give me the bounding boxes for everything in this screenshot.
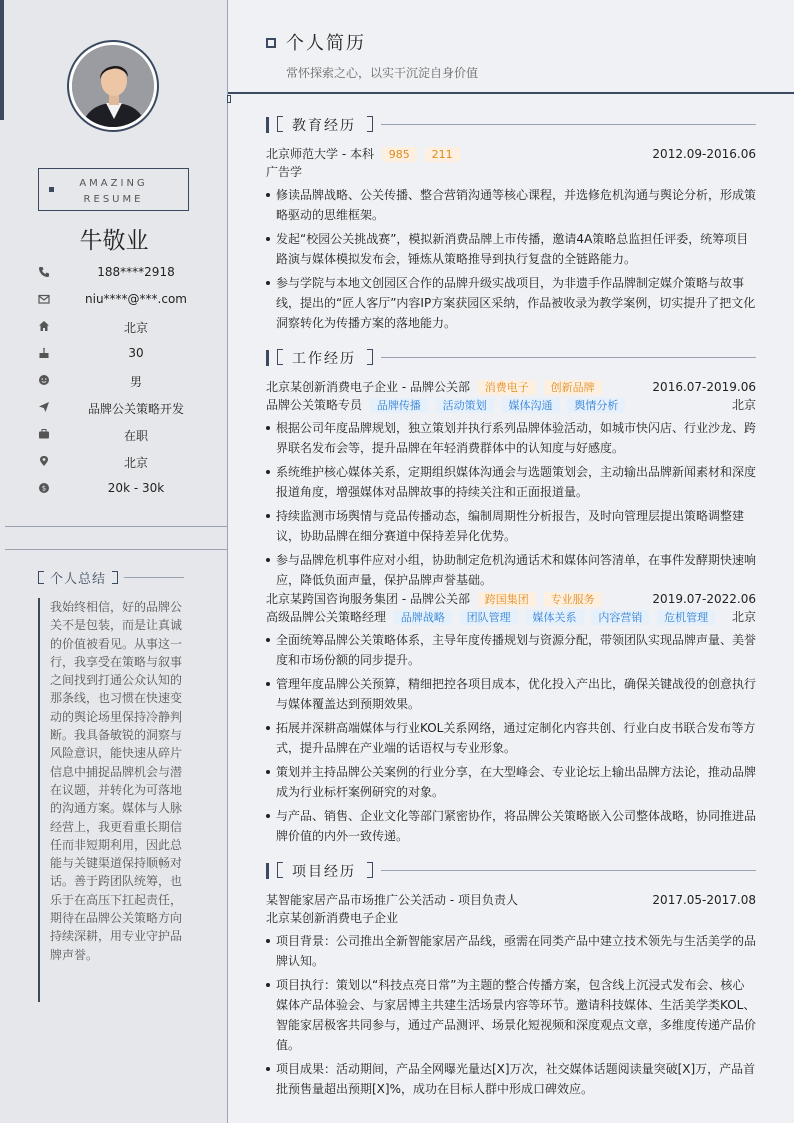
sidebar-accent-bar — [0, 0, 4, 120]
list-item: 修读品牌战略、公关传播、整合营销沟通等核心课程，并选修危机沟通与舆论分析，形成策略驱动的思维框架。 — [266, 185, 756, 225]
section-title: 工作经历 — [292, 351, 356, 367]
bracket-right-icon — [367, 862, 373, 878]
education-bullets — [266, 185, 756, 333]
work-block-1 — [266, 378, 756, 590]
project-company: 北京某创新消费电子企业 — [266, 911, 399, 925]
tag-line-2: RESUME — [83, 194, 144, 205]
sidebar-divider — [5, 526, 227, 527]
section-title: 教育经历 — [292, 118, 356, 134]
tag-chip: 舆情分析 — [567, 398, 625, 413]
target-position-text: 品牌公关策略开发 — [87, 402, 184, 416]
list-item: 拓展并深耕高端媒体与行业KOL关系网络，通过定制化内容共创、行业白皮书联合发布等方式，提升品牌在产业端的话语权与专业形象。 — [266, 718, 756, 758]
title-square-icon — [266, 38, 276, 48]
section-bar — [266, 117, 269, 133]
bracket-right-icon — [112, 571, 118, 584]
job-header-row — [266, 378, 756, 396]
phone-text: 188****2918 — [97, 265, 175, 279]
info-row-status — [0, 424, 228, 451]
bracket-right-icon — [367, 349, 373, 365]
job-date: 2016.07-2019.06 — [652, 380, 756, 394]
project-block — [266, 891, 756, 1099]
education-date: 2012.09-2016.06 — [652, 147, 756, 161]
job-role-row — [266, 396, 756, 414]
email-text: niu****@***.com — [85, 292, 187, 306]
summary-heading — [38, 568, 188, 586]
list-item: 参与品牌危机事件应对小组，协助制定危机沟通话术和媒体问答清单，在事件发酵期快速响应，降低负面声量，保护品牌声誉基础。 — [266, 550, 756, 590]
company-name: 北京某创新消费电子企业 - 品牌公关部 — [266, 380, 470, 394]
tag-chip: 专业服务 — [544, 592, 602, 607]
list-item: 根据公司年度品牌规划，独立策划并执行系列品牌体验活动，如城市快闪店、行业沙龙、跨界联名发布会等，提升品牌在年轻消费群体中的认知度与好感度。 — [266, 418, 756, 458]
list-item: 项目背景：公司推出全新智能家居产品线，亟需在同类产品中建立技术领先与生活美学的品牌认知。 — [266, 931, 756, 971]
tag-chip: 媒体沟通 — [502, 398, 560, 413]
tag-chip: 创新品牌 — [544, 380, 602, 395]
list-item: 项目执行：策划以“科技点亮日常”为主题的整合传播方案，包含线上沉浸式发布会、核心媒体产品体验会、与家居博主共建生活场景内容等环节。邀请科技媒体、生活美学类KOL、智能家居极客共同参与，通过产品测评、场景化短视频和深度观点文章，多维度传递产品价值。 — [266, 975, 756, 1055]
tag-chip: 985 — [382, 147, 417, 162]
education-header-row — [266, 145, 756, 163]
project-name: 某智能家居产品市场推广公关活动 - 项目负责人 — [266, 893, 518, 907]
job-bullets — [266, 630, 756, 846]
sidebar-divider — [5, 549, 227, 550]
amazing-resume-tag — [38, 168, 189, 211]
person-photo-icon — [72, 45, 154, 127]
section-title: 项目经历 — [292, 864, 356, 880]
tag-chip: 品牌传播 — [370, 398, 428, 413]
list-item: 持续监测市场舆情与竞品传播动态，编制周期性分析报告，及时向管理层提出策略调整建议，协助品牌在细分赛道中保持差异化优势。 — [266, 506, 756, 546]
tag-chip: 团队管理 — [460, 610, 518, 625]
main-content — [228, 0, 794, 1123]
section-line — [381, 357, 756, 358]
work-block-2 — [266, 590, 756, 846]
project-header-row — [266, 891, 756, 909]
age-text: 30 — [128, 346, 144, 360]
contact-info-list — [0, 262, 228, 505]
info-row-location — [0, 451, 228, 478]
page-subtitle: 常怀探索之心，以实干沉淀自身价值 — [286, 66, 479, 80]
info-row-gender — [0, 370, 228, 397]
gender-text: 男 — [129, 375, 142, 389]
list-item: 与产品、销售、企业文化等部门紧密协作，将品牌公关策略嵌入公司整体战略，协同推进品牌价值的内外一致传递。 — [266, 806, 756, 846]
tag-chip: 211 — [425, 147, 460, 162]
list-item: 策划并主持品牌公关案例的行业分享，在大型峰会、专业论坛上输出品牌方法论，推动品牌成为行业标杆案例研究的对象。 — [266, 762, 756, 802]
job-role-row — [266, 608, 756, 626]
job-city: 北京 — [731, 610, 756, 624]
list-item: 参与学院与本地文创园区合作的品牌升级实战项目，为非遗手作品牌制定媒介策略与故事线，提出的“匠人客厅”内容IP方案获园区采纳，作品被收录为教学案例，切实提升了把文化洞察转化为传播方案的落地能力。 — [266, 273, 756, 333]
salary-text: 20k - 30k — [107, 481, 165, 495]
header-marker — [227, 95, 231, 103]
bracket-left-icon — [277, 116, 283, 132]
bracket-right-icon — [367, 116, 373, 132]
info-row-phone — [0, 262, 228, 289]
section-bar — [266, 350, 269, 366]
project-date: 2017.05-2017.08 — [652, 893, 756, 907]
job-date: 2019.07-2022.06 — [652, 592, 756, 606]
info-row-home — [0, 316, 228, 343]
tag-chip: 跨国集团 — [478, 592, 536, 607]
header-divider — [228, 92, 794, 94]
section-line — [381, 124, 756, 125]
summary-heading-line — [124, 577, 184, 578]
tag-chip: 活动策划 — [436, 398, 494, 413]
candidate-name: 牛敬业 — [79, 228, 149, 254]
tag-chip: 媒体关系 — [526, 610, 584, 625]
svg-text:$: $ — [41, 484, 47, 493]
list-item: 发起“校园公关挑战赛”，模拟新消费品牌上市传播，邀请4A策略总监担任评委，统筹项目路演与媒体模拟发布会，锤炼从策略推导到执行复盘的全链路能力。 — [266, 229, 756, 269]
education-block — [266, 145, 756, 333]
school-name: 北京师范大学 - 本科 — [266, 147, 374, 161]
summary-text: 我始终相信，好的品牌公关不是包装，而是让真诚的价值被看见。从事这一行，我享受在策略与叙事之间找到打通公众认知的那条线，也习惯在快速变动的舆论场里保持冷静判断。我具备敏锐的洞察与风险意识，能快速从碎片信息中捕捉品牌机会与潜在议题，并转化为可落地的沟通方案。媒体与人脉经营上，我更看重长期信任而非短期利用，因此总能与关键渠道保持顺畅对话。善于跨团队统筹，也乐于在高压下扛起责任，期待在品牌公关策略方向持续深耕，用专业守护品牌声誉。 — [38, 598, 188, 1002]
job-header-row — [266, 590, 756, 608]
tag-chip: 内容营销 — [591, 610, 649, 625]
list-item: 系统维护核心媒体关系，定期组织媒体沟通会与选题策划会，主动输出品牌新闻素材和深度报道角度，增强媒体对品牌故事的持续关注和正面报道量。 — [266, 462, 756, 502]
bracket-left-icon — [277, 349, 283, 365]
list-item: 项目成果：活动期间，产品全网曝光量达[X]万次，社交媒体话题阅读量突破[X]万，产品首批预售量超出预期[X]%，成功在目标人群中形成口碑效应。 — [266, 1059, 756, 1099]
bracket-left-icon — [277, 862, 283, 878]
page-title: 个人简历 — [286, 33, 366, 54]
list-item: 全面统筹品牌公关策略体系，主导年度传播规划与资源分配，带领团队实现品牌声量、美誉度和市场份额的同步提升。 — [266, 630, 756, 670]
job-bullets — [266, 418, 756, 590]
home-city-text: 北京 — [123, 321, 148, 335]
job-city: 北京 — [731, 398, 756, 412]
location-text: 北京 — [123, 456, 148, 470]
project-bullets — [266, 931, 756, 1099]
tag-line-1: AMAZING — [79, 178, 148, 189]
info-row-email — [0, 289, 228, 316]
job-role: 高级品牌公关策略经理 — [266, 610, 387, 624]
tag-chip: 危机管理 — [657, 610, 715, 625]
bracket-left-icon — [38, 571, 44, 584]
section-heading-project — [266, 861, 756, 881]
avatar-photo — [72, 45, 154, 127]
section-heading-education — [266, 115, 756, 135]
tag-chip: 品牌战略 — [394, 610, 452, 625]
info-row-age — [0, 343, 228, 370]
section-line — [381, 870, 756, 871]
section-bar — [266, 863, 269, 879]
list-item: 管理年度品牌公关预算，精细把控各项目成本，优化投入产出比，确保关键战役的创意执行与媒体覆盖达到预期效果。 — [266, 674, 756, 714]
summary-title: 个人总结 — [50, 572, 107, 587]
tag-chip: 消费电子 — [478, 380, 536, 395]
square-bullet-icon — [49, 187, 54, 192]
major: 广告学 — [266, 165, 303, 179]
info-row-salary — [0, 478, 228, 505]
sidebar — [0, 0, 228, 1123]
avatar — [67, 40, 159, 132]
job-role: 品牌公关策略专员 — [266, 398, 363, 412]
info-row-target-position — [0, 397, 228, 424]
section-heading-work — [266, 348, 756, 368]
company-name: 北京某跨国咨询服务集团 - 品牌公关部 — [266, 592, 470, 606]
job-status-text: 在职 — [123, 429, 148, 443]
